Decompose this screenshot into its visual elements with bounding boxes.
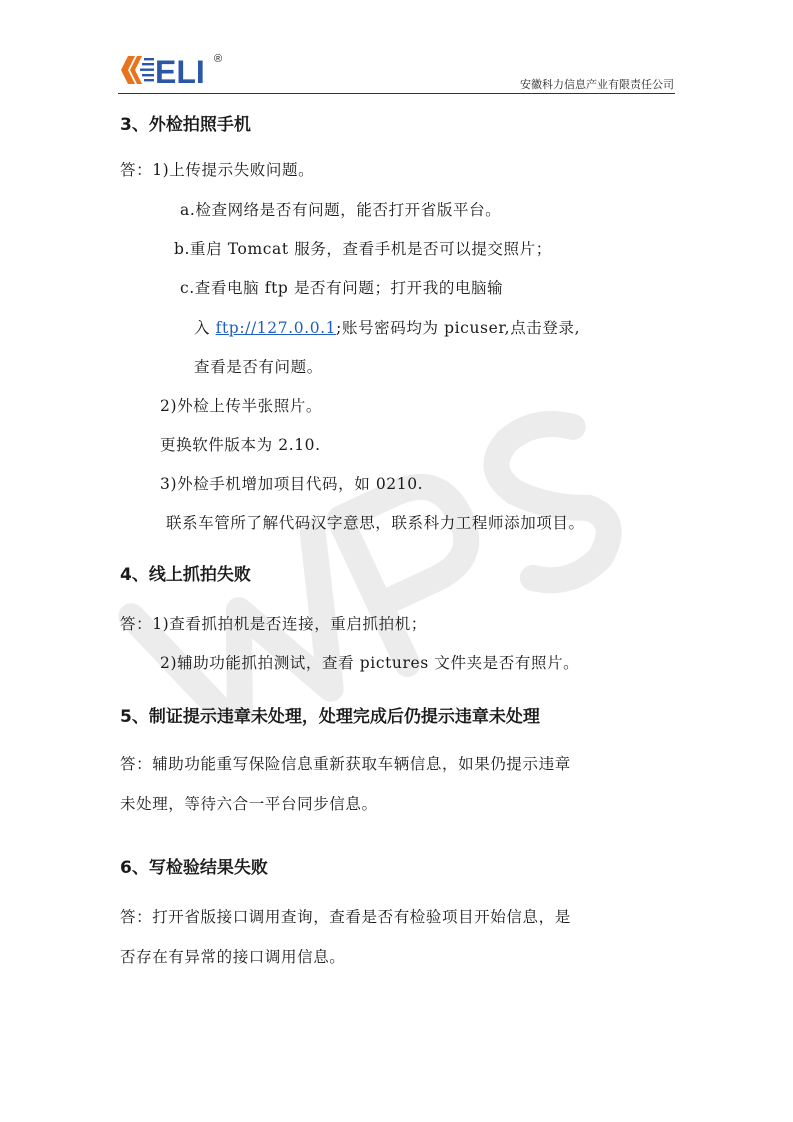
answer-line: 否存在有异常的接口调用信息。 (120, 948, 346, 966)
section-heading-3: 3、外检拍照手机 (120, 115, 251, 135)
header-divider (118, 93, 675, 94)
link-suffix: ;账号密码均为 picuser,点击登录, (336, 319, 581, 337)
answer-line: 2)辅助功能抓拍测试，查看 pictures 文件夹是否有照片。 (160, 654, 580, 672)
ftp-link[interactable]: ftp://127.0.0.1 (215, 319, 337, 337)
logo-registered-mark: ® (214, 53, 223, 65)
link-prefix: 入 (194, 319, 216, 337)
section-heading-4: 4、线上抓拍失败 (120, 565, 251, 585)
answer-line-with-link (194, 316, 580, 338)
answer-line: 更换软件版本为 2.10. (160, 436, 321, 454)
answer-line: 答：1)查看抓拍机是否连接，重启抓拍机； (120, 615, 427, 633)
section-heading-6: 6、写检验结果失败 (120, 858, 268, 878)
answer-line: 答：辅助功能重写保险信息重新获取车辆信息，如果仍提示违章 (120, 755, 571, 773)
section-heading-5: 5、制证提示违章未处理，处理完成后仍提示违章未处理 (120, 707, 540, 727)
answer-line: 3)外检手机增加项目代码，如 0210. (160, 475, 424, 493)
eli-logo (120, 50, 230, 90)
answer-line: 查看是否有问题。 (194, 358, 323, 376)
logo-text: ELI (155, 54, 205, 90)
answer-line: b.重启 Tomcat 服务，查看手机是否可以提交照片； (174, 240, 552, 258)
company-name: 安徽科力信息产业有限责任公司 (520, 78, 674, 91)
answer-line: a.检查网络是否有问题，能否打开省版平台。 (180, 201, 502, 219)
answer-line: 答：1)上传提示失败问题。 (120, 161, 315, 179)
answer-line: 联系车管所了解代码汉字意思，联系科力工程师添加项目。 (166, 514, 585, 532)
answer-line: 未处理，等待六合一平台同步信息。 (120, 795, 378, 813)
answer-line: 答：打开省版接口调用查询，查看是否有检验项目开始信息，是 (120, 908, 571, 926)
logo-chevron-icon (121, 56, 154, 84)
answer-line: c.查看电脑 ftp 是否有问题；打开我的电脑输 (180, 279, 504, 297)
answer-line: 2)外检上传半张照片。 (160, 397, 323, 415)
